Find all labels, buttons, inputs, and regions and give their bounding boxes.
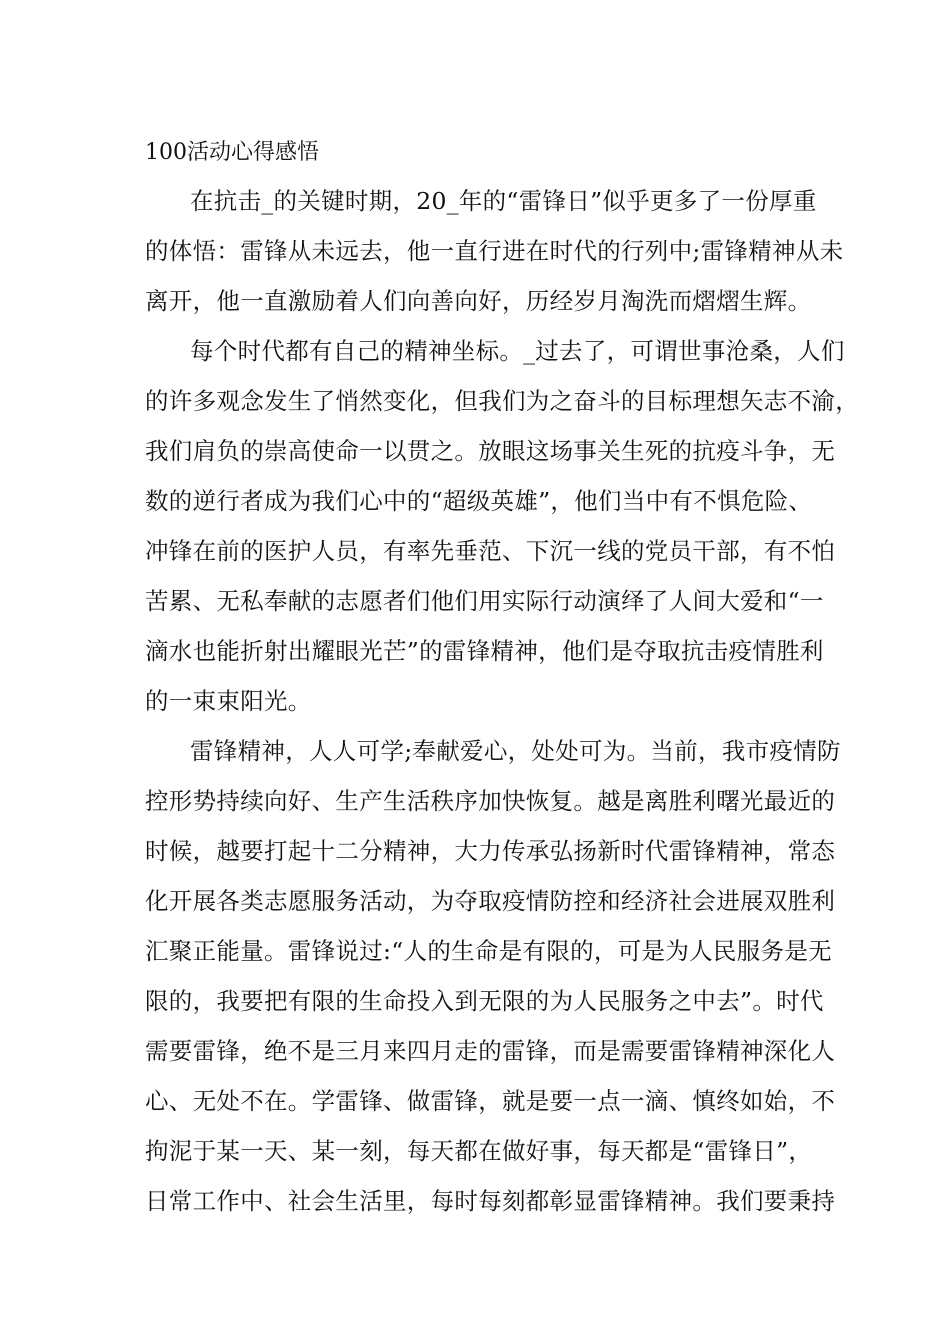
- text-line: 数的逆行者成为我们心中的“超级英雄”，他们当中有不惧危险、: [145, 487, 813, 515]
- text-line: 的许多观念发生了悄然变化，但我们为之奋斗的目标理想矢志不渝，: [145, 387, 859, 415]
- text-line: 日常工作中、社会生活里，每时每刻都彰显雷锋精神。我们要秉持: [145, 1187, 836, 1215]
- text-line: 在抗击_的关键时期，20_年的“雷锋日”似乎更多了一份厚重: [190, 187, 817, 215]
- text-line: 时候，越要打起十二分精神，大力传承弘扬新时代雷锋精神，常态: [145, 837, 836, 865]
- text-line: 的一束束阳光。: [145, 687, 312, 715]
- text-line: 心、无处不在。学雷锋、做雷锋，就是要一点一滴、慎终如始，不: [145, 1087, 836, 1115]
- text-line: 离开，他一直激励着人们向善向好，历经岁月淘洗而熠熠生辉。: [145, 287, 812, 315]
- text-line: 控形势持续向好、生产生活秩序加快恢复。越是离胜利曙光最近的: [145, 787, 836, 815]
- text-line: 的体悟：雷锋从未远去，他一直行进在时代的行列中;雷锋精神从未: [145, 237, 844, 265]
- text-line: 拘泥于某一天、某一刻，每天都在做好事，每天都是“雷锋日”，: [145, 1137, 813, 1165]
- text-line: 冲锋在前的医护人员，有率先垂范、下沉一线的党员干部，有不怕: [145, 537, 836, 565]
- text-line: 汇聚正能量。雷锋说过:“人的生命是有限的，可是为人民服务是无: [145, 937, 832, 965]
- text-line: 滴水也能折射出耀眼光芒”的雷锋精神，他们是夺取抗击疫情胜利: [145, 637, 824, 665]
- text-line: 雷锋精神，人人可学;奉献爱心，处处可为。当前，我市疫情防: [190, 737, 841, 765]
- text-line: 限的，我要把有限的生命投入到无限的为人民服务之中去”。时代: [145, 987, 824, 1015]
- text-line: 化开展各类志愿服务活动，为夺取疫情防控和经济社会进展双胜利: [145, 887, 836, 915]
- document-title: 100活动心得感悟: [145, 140, 319, 165]
- text-line: 每个时代都有自己的精神坐标。_过去了，可谓世事沧桑，人们: [190, 337, 845, 365]
- text-line: 我们肩负的崇高使命一以贯之。放眼这场事关生死的抗疫斗争，无: [145, 437, 836, 465]
- text-line: 需要雷锋，绝不是三月来四月走的雷锋，而是需要雷锋精神深化人: [145, 1037, 836, 1065]
- text-line: 苦累、无私奉献的志愿者们他们用实际行动演绎了人间大爱和“一: [145, 587, 824, 615]
